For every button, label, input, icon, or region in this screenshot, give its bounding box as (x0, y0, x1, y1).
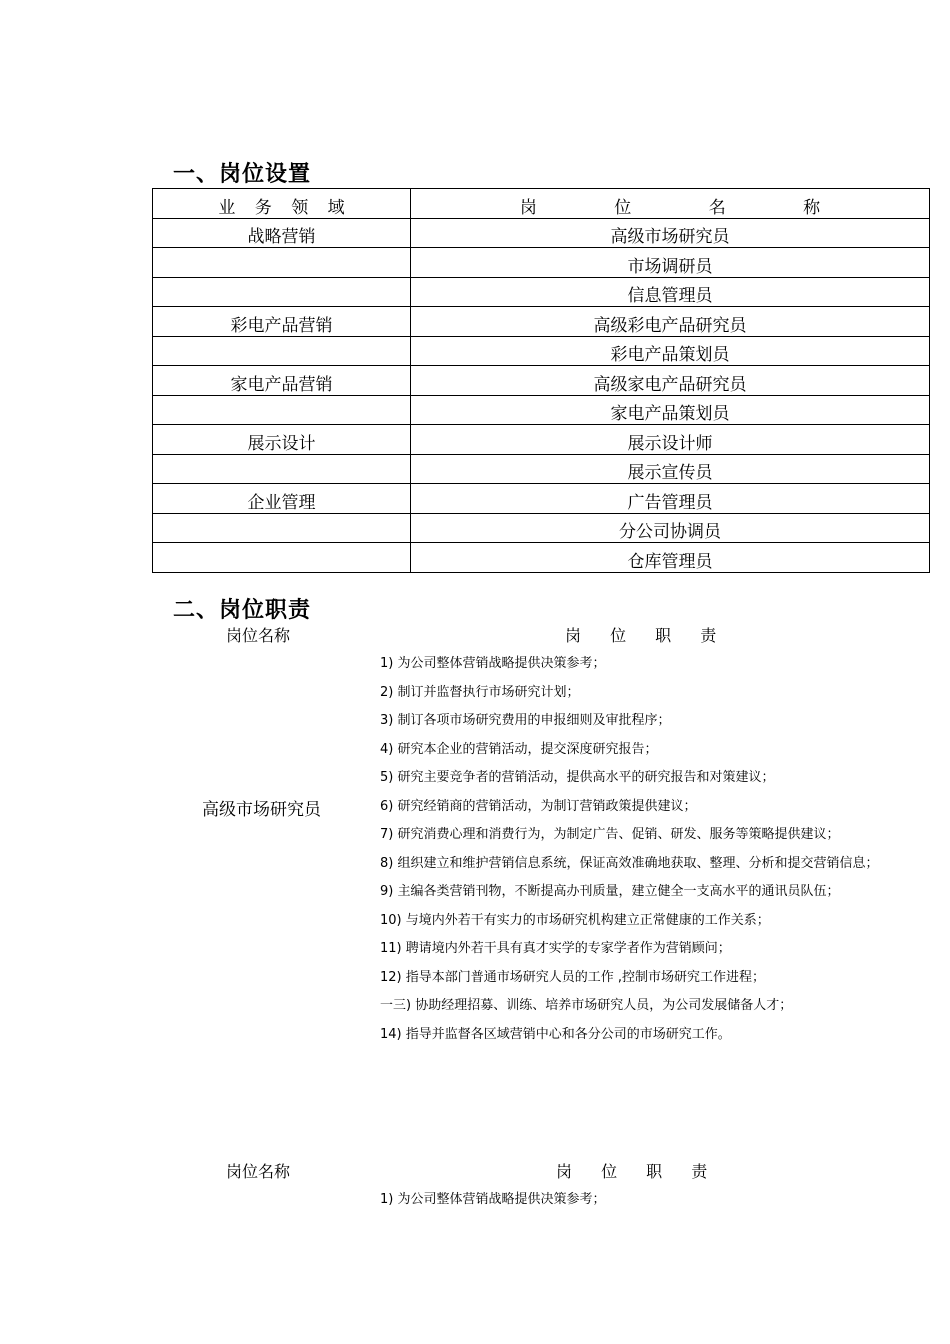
list-item: 4) 研究本企业的营销活动，提交深度研究报告； (380, 741, 658, 757)
table-row (153, 218, 930, 248)
field-cell: 战略营销 (153, 218, 411, 248)
list-item: 6) 研究经销商的营销活动，为制订营销政策提供建议； (380, 798, 697, 814)
list-item: 8) 组织建立和维护营销信息系统，保证高效准确地获取、整理、分析和提交营销信息； (380, 855, 879, 871)
table-row (153, 395, 930, 425)
table-row (153, 454, 930, 484)
field-cell: 企业管理 (153, 484, 411, 514)
header-business-field: 业 务 领 域 (153, 189, 411, 219)
block2-name-header: 岗位名称 (226, 1162, 291, 1181)
field-cell: 彩电产品营销 (153, 307, 411, 337)
list-item: 12) 指导本部门普通市场研究人员的工作 ,控制市场研究工作进程； (380, 969, 766, 985)
field-cell: 家电产品营销 (153, 366, 411, 396)
table-row (153, 366, 930, 396)
position-cell: 展示设计师 (411, 425, 930, 455)
block1-name-header: 岗位名称 (226, 626, 291, 645)
position-cell: 广告管理员 (411, 484, 930, 514)
table-row (153, 543, 930, 573)
field-cell (153, 277, 411, 307)
header-position-name: 岗 位 名 称 (411, 189, 930, 219)
list-item: 1) 为公司整体营销战略提供决策参考； (380, 656, 606, 671)
table-row (153, 248, 930, 278)
table-row (153, 307, 930, 337)
list-item: 11) 聘请境内外若干具有真才实学的专家学者作为营销顾问； (380, 941, 731, 956)
field-cell (153, 248, 411, 278)
position-cell: 仓库管理员 (411, 543, 930, 573)
field-cell (153, 454, 411, 484)
list-item: 14) 指导并监督各区域营销中心和各分公司的市场研究工作。 (380, 1026, 731, 1042)
list-item: 9) 主编各类营销刊物，不断提高办刊质量，建立健全一支高水平的通讯员队伍； (380, 884, 840, 899)
position-cell: 高级市场研究员 (411, 218, 930, 248)
list-item: 5) 研究主要竞争者的营销活动，提供高水平的研究报告和对策建议； (380, 770, 775, 785)
position-cell: 信息管理员 (411, 277, 930, 307)
position-cell: 高级彩电产品研究员 (411, 307, 930, 337)
position-cell: 高级家电产品研究员 (411, 366, 930, 396)
table-row (153, 484, 930, 514)
field-cell (153, 336, 411, 366)
list-item: 10) 与境内外若干有实力的市场研究机构建立正常健康的工作关系； (380, 912, 770, 928)
block2-duty-list (380, 1186, 920, 1215)
field-cell: 展示设计 (153, 425, 411, 455)
list-item: 3) 制订各项市场研究费用的申报细则及审批程序； (380, 713, 671, 728)
list-item: 一三) 协助经理招募、训练、培养市场研究人员，为公司发展储备人才； (380, 998, 793, 1013)
table-row (153, 425, 930, 455)
position-cell: 展示宣传员 (411, 454, 930, 484)
block1-position-name: 高级市场研究员 (202, 800, 321, 820)
section1-title: 一、岗位设置 (173, 162, 312, 187)
field-cell (153, 395, 411, 425)
field-cell (153, 543, 411, 573)
table-row (153, 336, 930, 366)
table-row (153, 277, 930, 307)
position-cell: 分公司协调员 (411, 513, 930, 543)
block1-duty-header: 岗 位 职 责 (565, 626, 717, 645)
table-header-row (153, 189, 930, 219)
position-setup-table (152, 188, 930, 573)
position-cell: 市场调研员 (411, 248, 930, 278)
field-cell (153, 513, 411, 543)
list-item: 2) 制订并监督执行市场研究计划； (380, 684, 580, 700)
list-item: 7) 研究消费心理和消费行为，为制定广告、促销、研发、服务等策略提供建议； (380, 827, 840, 842)
block2-duty-header: 岗 位 职 责 (556, 1162, 708, 1181)
position-cell: 彩电产品策划员 (411, 336, 930, 366)
block1-duty-list (380, 650, 920, 1049)
table-row (153, 513, 930, 543)
position-cell: 家电产品策划员 (411, 395, 930, 425)
list-item: 1) 为公司整体营销战略提供决策参考； (380, 1192, 606, 1207)
section2-title: 二、岗位职责 (173, 598, 312, 623)
